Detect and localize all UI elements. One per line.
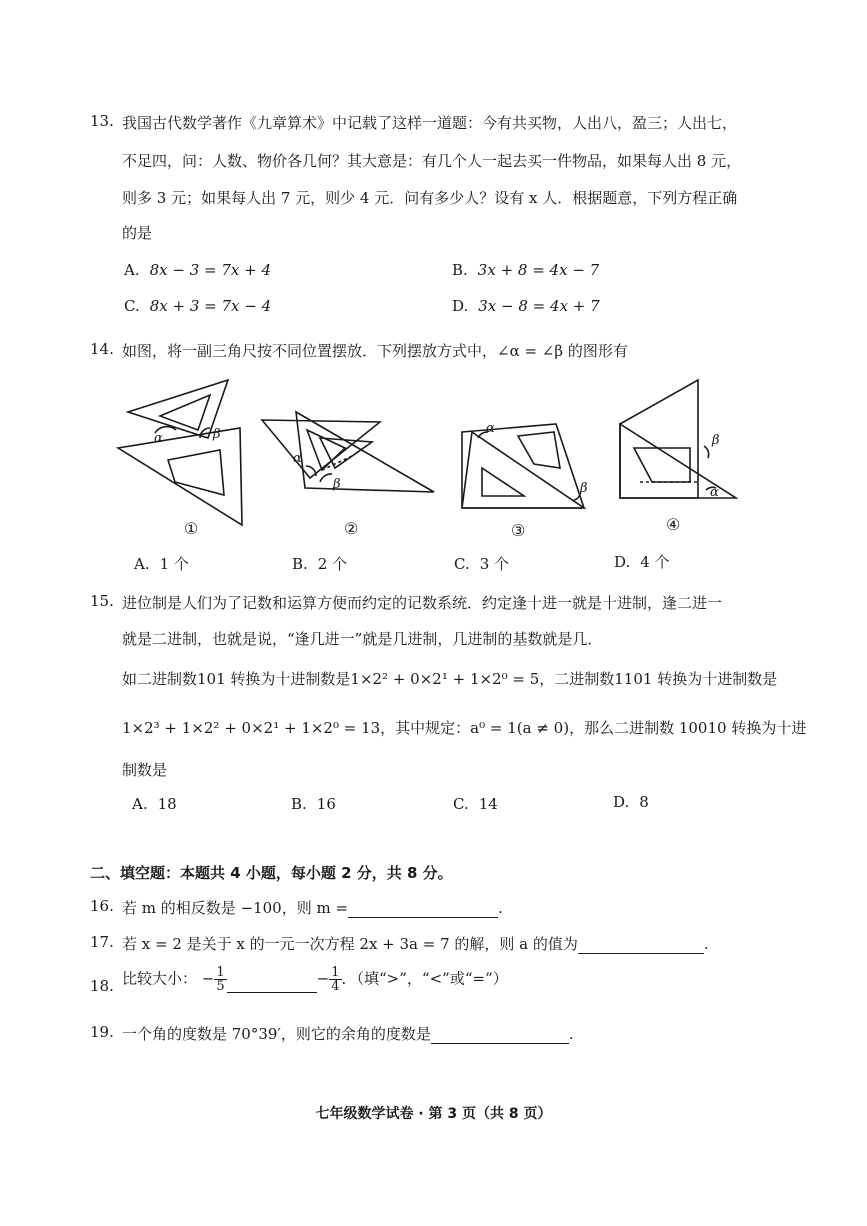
q14-figures <box>0 370 867 550</box>
q14-option-c-text: 3 个 <box>479 555 510 573</box>
figure-2-diagram <box>262 412 434 492</box>
q18-number: 18. <box>90 977 114 995</box>
q18-answer-blank[interactable] <box>227 976 317 993</box>
q16-text-after: . <box>498 899 503 917</box>
q19-answer-blank[interactable] <box>431 1027 569 1044</box>
figure-3-beta: β <box>580 481 588 496</box>
q15-option-c-text: 14 <box>478 795 498 813</box>
q15-option-d-text: 8 <box>639 793 649 811</box>
q19-text-after: . <box>568 1025 574 1043</box>
figure-3-diagram <box>462 424 584 508</box>
q15-line-3: 如二进制数101 转换为十进制数是1×2² + 0×2¹ + 1×2⁰ = 5，二进制数1101 转换为十进制数是 <box>122 670 778 688</box>
q13-option-c[interactable] <box>124 297 271 315</box>
q15-option-c-label: C. <box>453 795 469 813</box>
q14-option-b-text: 2 个 <box>317 555 348 573</box>
q15-option-b-label: B. <box>291 795 307 813</box>
page-footer: 七年级数学试卷 · 第 3 页（共 8 页） <box>315 1106 552 1122</box>
q14-option-b[interactable] <box>292 553 347 574</box>
q14-text: 如图，将一副三角尺按不同位置摆放．下列摆放方式中，∠α = ∠β 的图形有 <box>122 342 628 360</box>
figure-1-beta: β <box>213 427 221 442</box>
q15-option-b[interactable] <box>291 795 336 813</box>
q13-option-b-label: B. <box>452 261 468 279</box>
q13-option-a-label: A. <box>124 261 140 279</box>
q18-frac2-numerator: 1 <box>331 965 340 980</box>
q15-line-4: 1×2³ + 1×2² + 0×2¹ + 1×2⁰ = 13，其中规定：a⁰ = 1(a ≠ 0)，那么二进制数 10010 转换为十进 <box>122 719 807 737</box>
q14-option-c[interactable] <box>454 553 509 574</box>
figure-1-alpha: α <box>154 431 163 446</box>
q13-option-a-text: 8x − 3 = 7x + 4 <box>149 261 272 279</box>
figure-2-alpha: α <box>293 451 302 466</box>
q18-text-after: ．（填“>”，“<”或“=”） <box>341 969 508 988</box>
figure-4-label: ④ <box>666 515 681 534</box>
q16-text-before: 若 m 的相反数是 −100，则 m = <box>122 899 349 917</box>
q14-option-d-label: D. <box>614 553 631 571</box>
q18-frac2-denominator: 4 <box>331 979 340 994</box>
q16-number: 16. <box>90 897 114 915</box>
figure-2-label: ② <box>344 519 359 538</box>
q17-text-before: 若 x = 2 是关于 x 的一元一次方程 2x + 3a = 7 的解，则 a 的值为 <box>122 935 578 953</box>
q13-option-b[interactable] <box>452 261 599 279</box>
q13-option-d-label: D. <box>452 297 469 315</box>
q14-option-a-text: 1 个 <box>159 555 189 573</box>
q14-option-c-label: C. <box>454 555 470 573</box>
q15-option-b-text: 16 <box>316 795 336 813</box>
q17-line <box>122 933 709 954</box>
q13-option-a[interactable] <box>124 261 271 279</box>
q18-frac1-denominator: 5 <box>216 979 225 994</box>
figure-1-label: ① <box>184 519 199 538</box>
figure-2-beta: β <box>333 477 341 492</box>
q18-frac2-sign: − <box>316 969 330 988</box>
q15-line-2: 就是二进制，也就是说，“逢几进一”就是几进制，几进制的基数就是几． <box>122 630 603 648</box>
figure-3-alpha: α <box>486 421 495 436</box>
figure-3-label: ③ <box>511 521 526 540</box>
q13-number: 13. <box>90 112 114 130</box>
q17-answer-blank[interactable] <box>578 937 704 954</box>
q13-option-c-label: C. <box>124 297 140 315</box>
q16-answer-blank[interactable] <box>348 901 498 918</box>
q13-line-1: 我国古代数学著作《九章算术》中记载了这样一道题：今有共买物，人出八，盈三；人出七， <box>122 114 738 132</box>
q15-option-a-text: 18 <box>157 795 177 813</box>
q15-option-c[interactable] <box>453 795 498 813</box>
q18-line <box>122 966 508 993</box>
q15-option-d[interactable] <box>613 793 649 811</box>
q13-line-3: 则多 3 元；如果每人出 7 元，则少 4 元．问有多少人？设有 x 人．根据题意，下列方程正确 <box>122 189 738 207</box>
q13-option-b-text: 3x + 8 = 4x − 7 <box>477 261 600 279</box>
q18-fraction-2 <box>329 966 341 993</box>
q15-line-5: 制数是 <box>122 761 168 779</box>
q19-text-before: 一个角的度数是 70°39′，则它的余角的度数是 <box>122 1025 431 1043</box>
q13-option-c-text: 8x + 3 = 7x − 4 <box>149 297 272 315</box>
q14-option-b-label: B. <box>292 555 308 573</box>
q15-option-d-label: D. <box>613 793 630 811</box>
q14-option-d-text: 4 个 <box>640 553 670 571</box>
q14-option-d[interactable] <box>614 551 670 572</box>
q15-option-a-label: A. <box>132 795 148 813</box>
q18-text-before: 比较大小： <box>122 969 198 988</box>
q18-frac1-sign: − <box>201 969 215 988</box>
q14-option-a[interactable] <box>134 553 189 574</box>
q15-number: 15. <box>90 592 114 610</box>
q13-line-4: 的是 <box>122 224 153 242</box>
q14-number: 14. <box>90 340 114 358</box>
figure-4-beta: β <box>712 433 720 448</box>
q13-option-d[interactable] <box>452 297 600 315</box>
section-2-title: 二、填空题：本题共 4 小题，每小题 2 分，共 8 分。 <box>90 864 453 882</box>
q14-option-a-label: A. <box>134 555 150 573</box>
q19-line <box>122 1023 574 1044</box>
q16-line <box>122 897 503 918</box>
q18-frac1-numerator: 1 <box>216 965 225 980</box>
q13-option-d-text: 3x − 8 = 4x + 7 <box>478 297 600 315</box>
figure-1-diagram <box>118 380 242 525</box>
q17-text-after: . <box>703 935 709 953</box>
q15-line-1: 进位制是人们为了记数和运算方便而约定的记数系统．约定逢十进一就是十进制，逢二进一 <box>122 594 723 612</box>
q17-number: 17. <box>90 933 114 951</box>
q19-number: 19. <box>90 1023 114 1041</box>
q18-fraction-1 <box>214 966 226 993</box>
figure-4-alpha: α <box>710 485 719 500</box>
q15-option-a[interactable] <box>132 795 177 813</box>
q13-line-2: 不足四，问：人数、物价各几何？其大意是：有几个人一起去买一件物品，如果每人出 8 元， <box>122 152 742 170</box>
